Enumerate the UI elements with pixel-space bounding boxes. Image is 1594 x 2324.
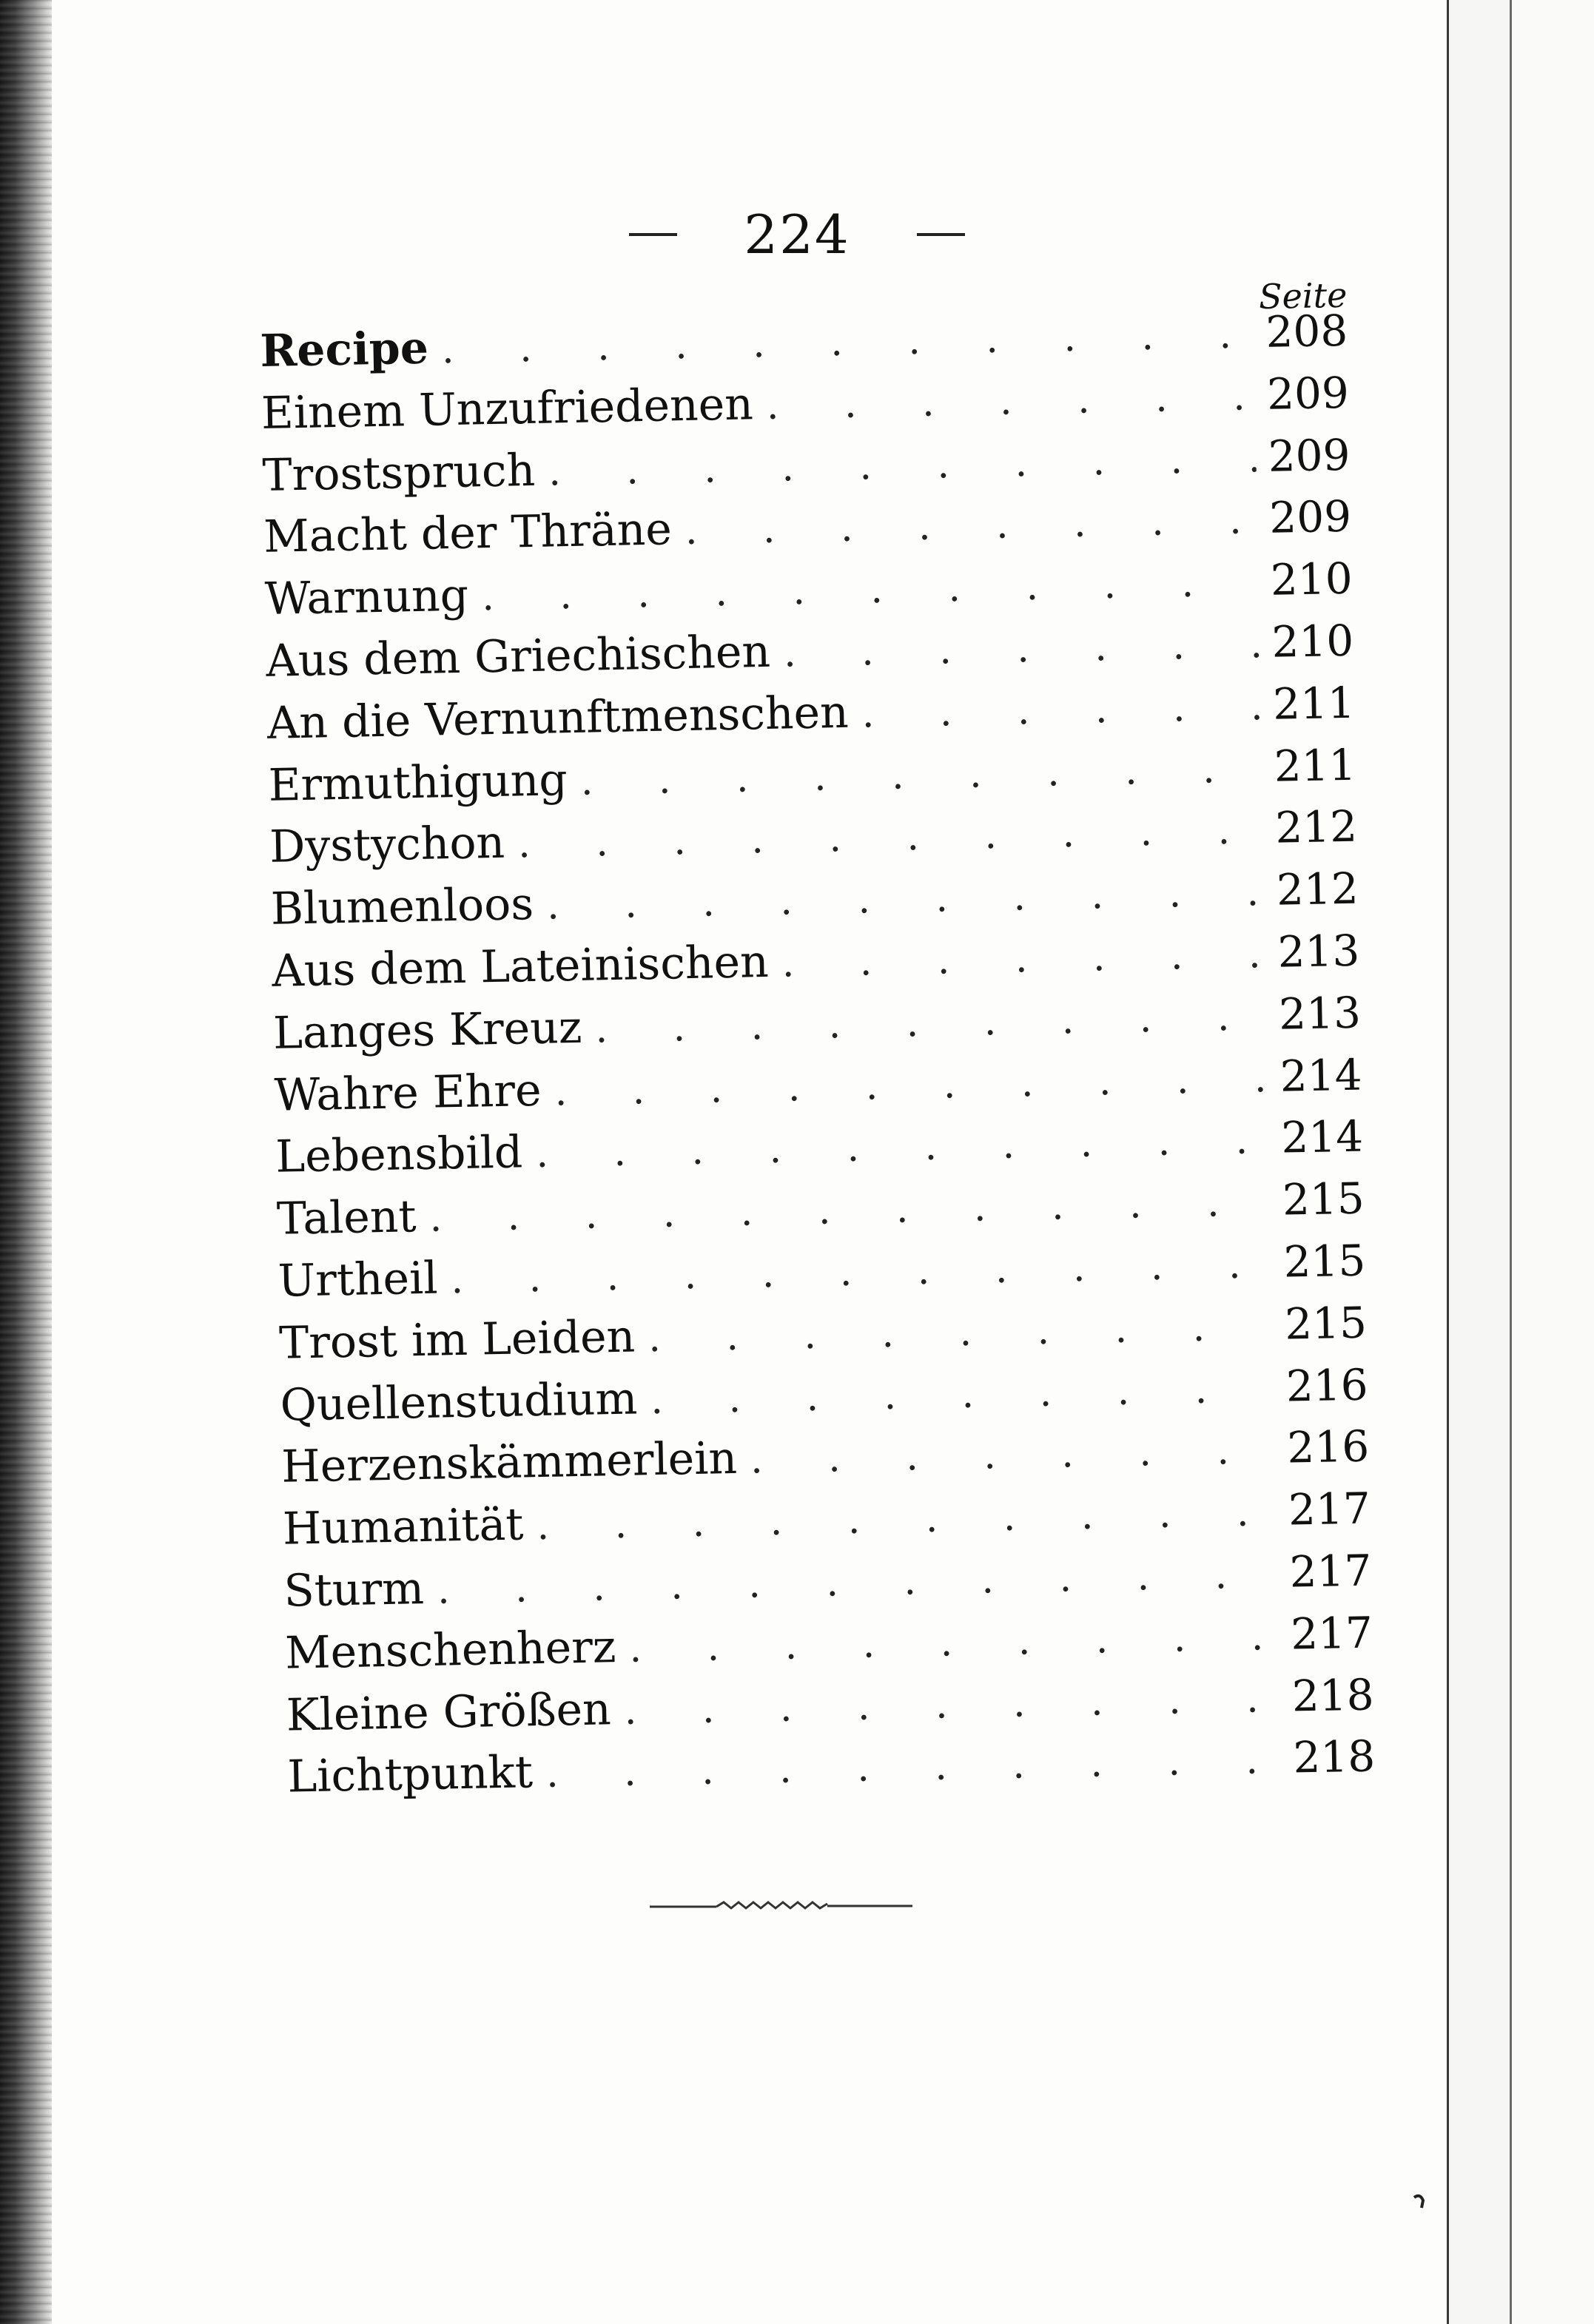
entry-title: Aus dem Griechischen [265, 625, 771, 687]
dot-leader [650, 1366, 1275, 1422]
entry-page-number: 218 [1292, 1731, 1376, 1783]
dot-leader [766, 374, 1255, 428]
entry-title: Warnung [264, 569, 469, 626]
entry-page-number: 210 [1270, 553, 1353, 606]
dot-leader [781, 932, 1266, 986]
dot-leader [441, 312, 1254, 372]
entry-title: Aus dem Lateinischen [271, 935, 770, 997]
dot-leader [429, 1180, 1271, 1241]
entry-page-number: 212 [1274, 801, 1358, 854]
entry-page-number: 210 [1271, 615, 1354, 667]
entry-title: Humanität [282, 1498, 525, 1555]
right-page-edge [1449, 0, 1510, 2324]
entry-page-number: 215 [1284, 1297, 1368, 1350]
dot-leader [595, 994, 1268, 1051]
dot-leader [580, 747, 1262, 804]
entry-title: Sturm [283, 1562, 425, 1617]
entry-page-number: 216 [1286, 1421, 1370, 1473]
left-dash [629, 233, 677, 236]
entry-page-number: 218 [1291, 1668, 1375, 1722]
entry-page-number: 215 [1282, 1235, 1366, 1287]
scan-margin [1512, 0, 1594, 2324]
dot-leader [482, 560, 1260, 619]
dot-leader [536, 1118, 1270, 1176]
dot-leader [624, 1676, 1280, 1733]
entry-page-number: 217 [1288, 1483, 1371, 1535]
entry-page-number: 211 [1272, 677, 1356, 730]
entry-page-number: 214 [1280, 1111, 1364, 1164]
entry-title: Trostspruch [261, 444, 536, 502]
scan-mark-icon [1410, 2190, 1432, 2212]
entry-page-number: 211 [1274, 739, 1357, 792]
entry-title: Dystychon [269, 817, 505, 874]
column-header: Seite [1258, 274, 1348, 317]
entry-title: An die Vernunftmenschen [266, 686, 850, 750]
entry-title: Lebensbild [275, 1126, 523, 1184]
entry-page-number: 213 [1278, 987, 1362, 1040]
dot-leader [545, 1738, 1282, 1796]
entry-page-number: 209 [1268, 429, 1351, 482]
page-number: 224 [744, 203, 850, 266]
binding-shadow [0, 0, 52, 2324]
dot-leader [750, 1428, 1276, 1483]
entry-title: Langes Kreuz [272, 1001, 583, 1060]
entry-page-number: 212 [1276, 863, 1359, 915]
entry-title: Herzenskämmerlein [280, 1432, 738, 1494]
dot-leader [548, 437, 1257, 494]
dot-leader [451, 1242, 1272, 1302]
entry-page-number: 217 [1288, 1545, 1372, 1597]
entry-title: Kleine Größen [286, 1683, 612, 1742]
table-of-contents [259, 275, 1376, 1835]
dot-leader [861, 684, 1262, 736]
right-dash [917, 233, 965, 236]
dot-leader [537, 1490, 1277, 1549]
entry-page-number: 208 [1265, 305, 1348, 357]
entry-page-number: 214 [1279, 1049, 1363, 1102]
entry-page-number: 213 [1277, 925, 1360, 977]
entry-page-number: 209 [1268, 491, 1352, 544]
dot-leader [648, 1304, 1274, 1361]
dot-leader [518, 808, 1264, 866]
dot-leader [437, 1552, 1278, 1613]
toc-entries [260, 305, 1376, 1813]
entry-title: Menschenherz [284, 1620, 617, 1680]
entry-title: Quellenstudium [280, 1372, 638, 1432]
entry-title: Recipe [259, 322, 429, 377]
page-edge-line [1447, 0, 1449, 2324]
entry-title: Wahre Ehre [274, 1064, 542, 1122]
entry-title: Urtheil [277, 1252, 439, 1307]
entry-title: Ermuthigung [268, 753, 568, 812]
entry-page-number: 217 [1290, 1607, 1373, 1660]
entry-page-number: 216 [1285, 1359, 1369, 1412]
dot-leader [554, 1057, 1268, 1115]
entry-title: Trost im Leiden [278, 1310, 636, 1370]
dot-leader [685, 499, 1258, 554]
page-number-line [0, 203, 1594, 266]
entry-title: Blumenloos [270, 878, 534, 936]
dot-leader [629, 1614, 1279, 1671]
dot-leader [547, 870, 1265, 929]
entry-title: Einem Unzufriedenen [260, 378, 754, 439]
entry-title: Macht der Thräne [263, 503, 673, 564]
entry-page-number: 215 [1282, 1173, 1365, 1225]
ornamental-rule [650, 1900, 912, 1910]
entry-page-number: 209 [1266, 367, 1350, 420]
entry-title: Lichtpunkt [286, 1746, 534, 1803]
entry-title: Talent [276, 1190, 417, 1245]
dot-leader [783, 622, 1260, 676]
